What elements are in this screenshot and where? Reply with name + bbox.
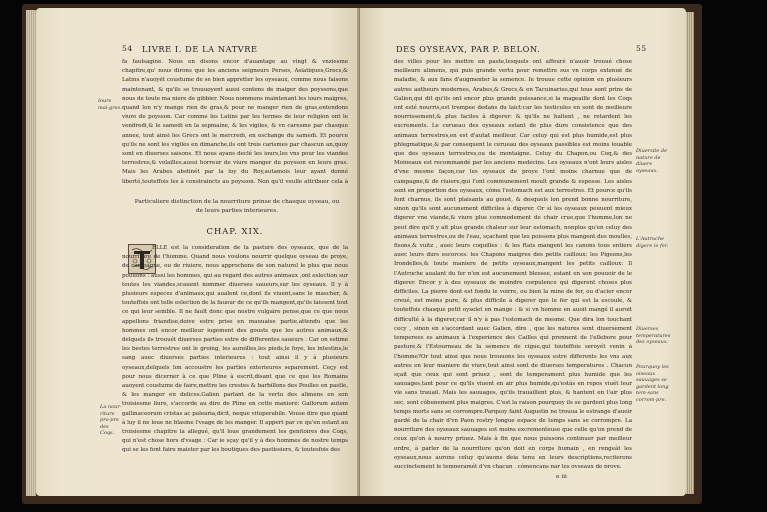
signature-mark: e iii <box>556 474 567 480</box>
right-margin-note-3: Diuerses temperatures des oyseaux. <box>636 326 671 346</box>
left-page-number: 54 <box>122 44 133 53</box>
left-running-title: LIVRE I. DE LA NATVRE <box>142 44 258 54</box>
right-margin-note-4: Pourquoy les oiseaux sauuages se gardent long tem-sans corrom-pre. <box>636 364 669 403</box>
left-margin-note-1: Iours mai-gres. <box>98 98 122 111</box>
left-margin-note-2: La nour-riture pro-pre des Coqs. <box>100 404 122 437</box>
left-intro-paragraph: fa faulsagine. Nous en disons encor d'auantage au vingt & vnziesme chapitre,qu' nous dirons que les anciens seigneurs Perses, Asiatiques,Grecs,& Latins n'auoyét coustume de se bien appretter les oyseaux, comme nous faisons maintenant, & qu'ils se trouuoyent aussi contens de maiger des poyssons,que nous de toute ma niere de gibbier. Nous nommons maintenant les iours maigres, quand lon n'y mange rien de gras,& pour ne manger rien de gras,entendons viure de poysson. Car comme les Latins par les termes de leur religion ont le vendredi,& le samedi en la sepmaine, & les vigiles, & vn caresme par chasque annee, tout ainsi les Grecs ont le mercredi, en eschange du samedi. Et pource qu'ils ne sont les vigiles en dimanche,ils ont trois carismes par chascun an,quoy sont en diuerses saisons. Et nous ayans declé les iours,les vns pour les viandes terrestres,& volailles,aussi horreur de viure manger du poysson en leurs gras. Mais les Arabes abstinét par la loy du Roy,autamois leur ayant donné liberté,touteffois les à constraincts au poysson. Non qu'il veulle attribuer cela à <box>122 59 348 184</box>
page-edges-right <box>686 12 694 494</box>
left-intro-text <box>122 58 348 184</box>
right-margin-note-1: Diuersite de nature de diuers oyseaux. <box>636 148 668 174</box>
right-page-number: 55 <box>636 44 647 53</box>
right-running-title: DES OYSEAVX, PAR P. BELON. <box>396 44 541 54</box>
left-chapter-text <box>122 244 348 464</box>
right-margin-note-2: L'Autruche digere le fer. <box>636 236 669 249</box>
right-body-paragraph: des villes pour les mettre en paste,lesquels ont affeuré n'auoir trouué chose meilleure alimens, qui puis grande vertu pour remettre sus vn corps extenué de maladie, & aux fans d'augmenter la semence. Ie trouue cette opinion en plusieurs autres autheurs modernes, Arabes,& Grecs,& en Tacuinarius,qui tous sont prins de Galien,qui dit qu'ils ont encor plus grande puissance,si la mageaille dont les Coqs ont esté nourris,est trempee dedans du laict:car les testicules en sont de meilleure nourrissement,& plus faciles à digerer: & qu'ils ne haltent , ne retardent les excrements. Le cerueau des oyseaux estant de plus dure consistence que des animaux terrestres,en est d'autat meilleur. Car celuy qui est plus humide,est plus phlegmatique,& par consequent le cerueau des oyseaux passibles est moins louable que des oyseaux terrestres,ou de montaigne. Celuy du Chapon,ou Coq,& des Moineaux est recommandé par les anciens medecins. Les oyseaux n'ont leurs aisles d'vne mesme façon,car les oyseaux de proye l'ont moins charnue que de campagne,& de riuiere,qui l'ont communement moult grande & espesse. Les aisles sont en proportion des oyseaux, cóme l'estomach est aux terrestres. Et pource qu'ils font charnus, ils sont plaisants au goust, & desquels lon prend bonne nourriture, sinon qu'ils sont aucunement difficiles à digerer. Or si les oyseaux peuuent mieux digerer vne viande,& viure plus commodement de chair crue,que l'homme,lon ne peut dire qu'il y ait plus grande chaleur sur leur estomach, nonplus qu'en celuy des animaux terrestres,ou de l'eau, sçachant que les poissons plus mangent des moulles, fisons,& vuitz , auec leurs coquilles : & les Rats mangent les canons tous entiers auec leurs durs escorces: les Chapons maigres des petits cailloux: les Pigeons,les Irondelles,& toute maniere de petits oyseaux,mangent les petits cailloux: Il l'Autruche aualant du fer n'en est aucunement blessee, estant en son pouuoir de le digerer. Encor y à des oyseaux de moindre corpulence qui digerent choses plus difficiles. La pierre dont est fondu le voirre, ou bien la mine de fer, ou d'acier encor creué, est moins pure, & plus difficile à digerer que le fer qui est la escoulé, & touteffois chasque petit oyselet en mange : & si vn homme en auoit mangé il auroit difficulté à la digerer,car il n'y à pas l'estomach de mesme. Que dira lon touchant cecy , sinon en s'accordant auec Galien, dire , que les natures sont diuersement temperees es animaux à l'experience des Cailles qui prennent de l'ellebore pour pasture,& l'Estourneau de la semence de cigue,qui touteffois seroyét venin à l'homme?Or tout ainsi que nous trouuons les oyseaux estre differents les vns aux autres en leur maniere de viure,tout ainsi sont de diuerses temperatures . Chacun sçait que ceux qui sont priuez , sont de temperament plus humide que les sauuages,tant pour ce qu'ils viuent en air plus humide,qu'estás en repos viuét leur vie sans trauail. Mais les sauuages, qu'ils trauaillent plus, & hantent en l'air plus sec, sont cóbunement plus maigres. C'est la raison pourquoy ils se gardent plus long temps morts sans se corrompre.Parquoy faint Augustin ne trouua le estrange d'auoir gardé de la chair d'vn Paon rostry longue espace de temps sans se corrompre. La nourriture des oyseaux sauuages est moins excrementeuse que celle qu'on prend de ceux qu'on à nourry priuez. Mais à fin que nous puissons continuer par meilleur ordre, à parler de la nourriture qu'on doit en corps humain , en rengeát les oyseaux,nous aurons celuy qu'auons deia tenu en leurs descriptions,reciterons succinctement le temperamét d'vn chacun , cómençans par les oyseaux de proye. <box>394 59 632 468</box>
page-edges-left <box>26 10 36 496</box>
section-heading: Particuliere distinction de la nourriture prinse de chasque oyseau, ou de leurs parties interieures. <box>134 199 340 214</box>
right-page <box>360 8 686 496</box>
chapter-title: CHAP. XIX. <box>206 226 264 236</box>
right-body-text <box>394 58 632 468</box>
left-page <box>36 8 360 496</box>
left-chapter-paragraph: ELLE est la consideration de la pasture des oyseaux, que de la nourriture de l'homme. Quand nous voulons nourrir quelque oyseau de proye, de campagne, ou de riuiere, nous approchons de son naturel le plus que nous pouuons : aussi les hommes, qui au regard des autres animaux ,ont eslection sur toutes les viandes,scauent nommer diuerses saueurs,sur les oyseaux. Il y à plusieurs especes d'animaux,qui aualent ce,dont ils viuent,sans le mascher, & touteffois ont telle eslection de la faueur de ce qu'ils mangent,qu'ils laissent tout ce qui leur semble. Il ne fault donc que nostre vulgaire pense,que ce que nous appellons friandise,doive estre prise en mauuaise partie,attendu que les hommes ont encor meilleur iugement des gousts que les autres animaux,& delquels ils trouuét diuerses parties estre de differentes saueurs : Car on estime les bestes terrestres ont le groing, les aureilles,les pieds,le foye, les intestins,le sang auec diuerses parties interieures : tout ainsi il y à plusieurs oyseaux,delquels lon accoustre les parties exterieures separement. Ceçy est pour nous dicerner à ce que Pline à escrit,disant que ce que les Romains auoyent coustume de faire,mettre les crestes & barbillons des Poulles en pastle, & les manger en delices.Galien parlant de la vertu des alimens en son troisiesme liure, s'accorde au dire de Pline en cette maniere: Gallorum autem gallinaceorum cristas ac palearia,dicit, neque vituperabile. Vouse dire que quant à luy il ne loue ne blasme l'vsage de les manger. Il appert par ce qu'en estant au troisiesme chapitre la allegué, qu'il loue grandement les genitoires des Coqs, qui n'est chose hors d'vsage : Car ie sçay qu'il y à des hommes de nostre temps qui se les font faire maister par les boutiques des pastissiers, & toutesfois des <box>122 245 348 454</box>
